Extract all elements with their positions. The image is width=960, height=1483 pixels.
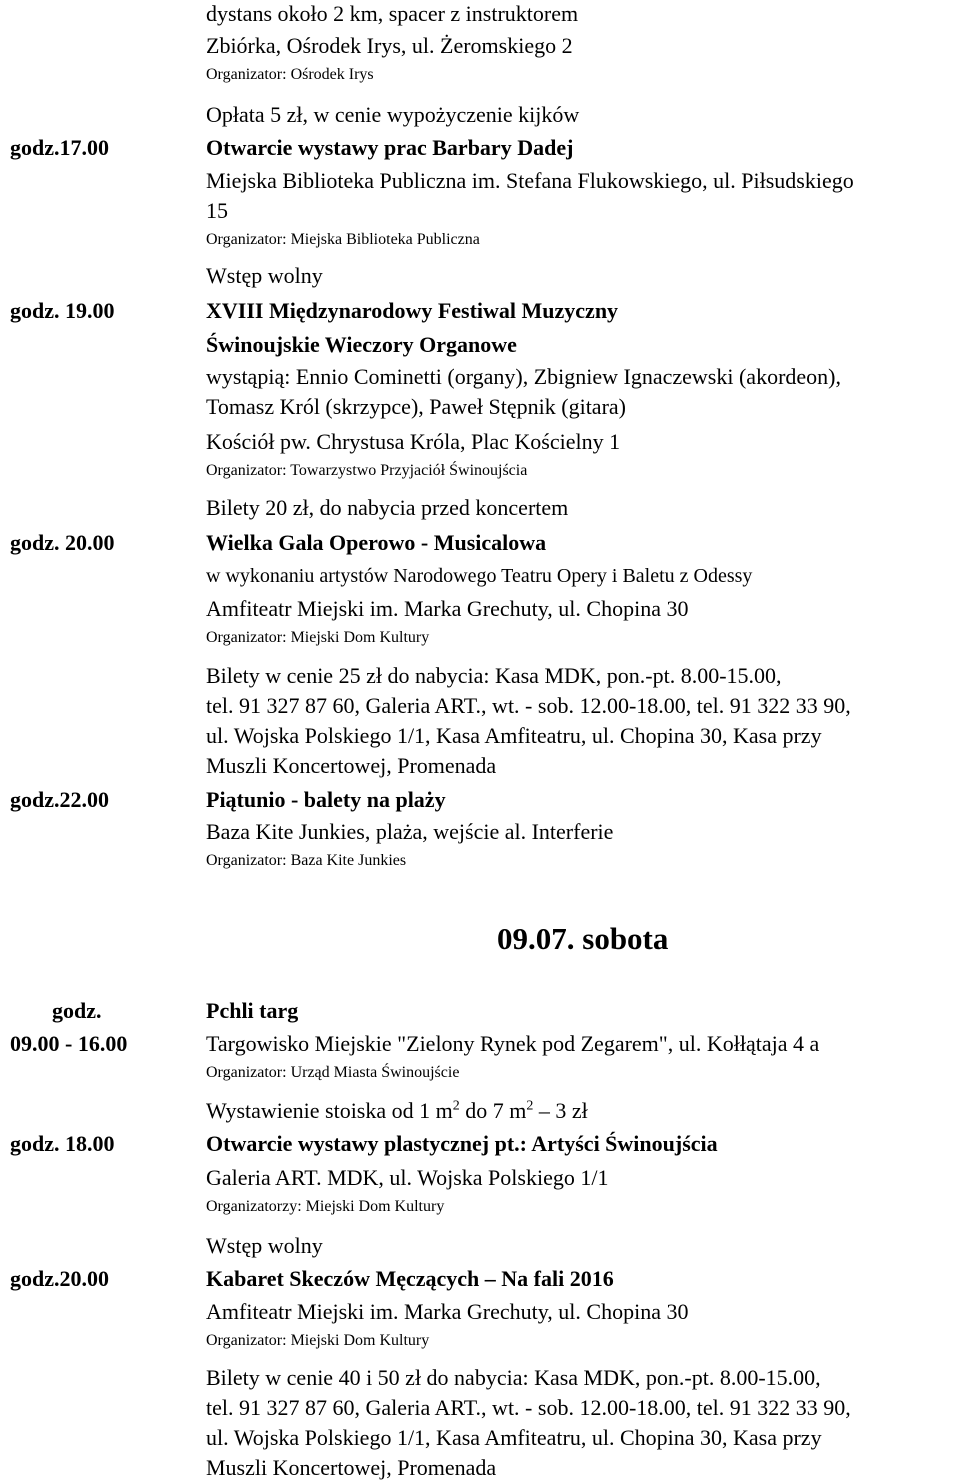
event-meeting-point: Zbiórka, Ośrodek Irys, ul. Żeromskiego 2 bbox=[206, 33, 573, 58]
event-time: godz. bbox=[52, 998, 102, 1023]
event-description: dystans około 2 km, spacer z instruktorem bbox=[206, 1, 579, 26]
event-place: Baza Kite Junkies, plaża, wejście al. Interferie bbox=[206, 819, 614, 844]
event-tickets-cont: ul. Wojska Polskiego 1/1, Kasa Amfiteatru, ul. Chopina 30, Kasa przy bbox=[206, 723, 822, 748]
event-fee: Opłata 5 zł, w cenie wypożyczenie kijków bbox=[206, 102, 580, 127]
event-title: Wielka Gala Operowo - Musicalowa bbox=[206, 530, 547, 555]
event-tickets-cont: ul. Wojska Polskiego 1/1, Kasa Amfiteatru, ul. Chopina 30, Kasa przy bbox=[206, 1425, 822, 1450]
event-time: godz. 20.00 bbox=[10, 530, 115, 555]
event-subtitle: Świnoujskie Wieczory Organowe bbox=[206, 332, 517, 357]
event-title: Kabaret Skeczów Męczących – Na fali 2016 bbox=[206, 1266, 614, 1291]
event-entry: Wstęp wolny bbox=[206, 263, 323, 288]
event-organizer: Organizator: Baza Kite Junkies bbox=[206, 852, 407, 869]
event-tickets: Bilety w cenie 40 i 50 zł do nabycia: Kasa MDK, pon.-pt. 8.00-15.00, bbox=[206, 1365, 821, 1390]
event-time: godz.20.00 bbox=[10, 1266, 109, 1291]
event-time: godz. 18.00 bbox=[10, 1131, 115, 1156]
event-title: XVIII Międzynarodowy Festiwal Muzyczny bbox=[206, 298, 619, 323]
event-organizer: Organizator: Miejska Biblioteka Publiczna bbox=[206, 231, 480, 248]
event-performers: w wykonaniu artystów Narodowego Teatru Opery i Baletu z Odessy bbox=[206, 565, 753, 587]
event-place: Galeria ART. MDK, ul. Wojska Polskiego 1/1 bbox=[206, 1165, 609, 1190]
event-title: Piątunio - balety na plaży bbox=[206, 787, 446, 812]
event-tickets: Bilety 20 zł, do nabycia przed koncertem bbox=[206, 495, 569, 520]
event-place: Miejska Biblioteka Publiczna im. Stefana Flukowskiego, ul. Piłsudskiego bbox=[206, 168, 854, 193]
event-title: Otwarcie wystawy plastycznej pt.: Artyści Świnoujścia bbox=[206, 1131, 718, 1156]
event-performers: wystąpią: Ennio Cominetti (organy), Zbigniew Ignaczewski (akordeon), bbox=[206, 364, 841, 389]
event-tickets: Bilety w cenie 25 zł do nabycia: Kasa MDK, pon.-pt. 8.00-15.00, bbox=[206, 663, 782, 688]
event-fee: Wystawienie stoiska od 1 $m^2$ do 7 $m^2 - 3$ zł bbox=[206, 1098, 588, 1123]
event-organizer: Organizator: Ośrodek Irys bbox=[206, 66, 374, 83]
event-time-range: 09.00 - 16.00 bbox=[10, 1031, 128, 1056]
event-tickets-cont: tel. 91 327 87 60, Galeria ART., wt. - sob. 12.00-18.00, tel. 91 322 33 90, bbox=[206, 1395, 851, 1420]
event-tickets-cont: Muszli Koncertowej, Promenada bbox=[206, 1455, 497, 1480]
event-organizer: Organizatorzy: Miejski Dom Kultury bbox=[206, 1198, 445, 1215]
event-organizer: Organizator: Urząd Miasta Świnoujście bbox=[206, 1064, 460, 1081]
event-organizer: Organizator: Miejski Dom Kultury bbox=[206, 629, 430, 646]
event-place: Kościół pw. Chrystusa Króla, Plac Kościelny 1 bbox=[206, 429, 621, 454]
event-organizer: Organizator: Towarzystwo Przyjaciół Świnoujścia bbox=[206, 462, 528, 479]
day-header: 09.07. sobota bbox=[497, 921, 669, 956]
event-time: godz.22.00 bbox=[10, 787, 109, 812]
event-tickets-cont: tel. 91 327 87 60, Galeria ART., wt. - sob. 12.00-18.00, tel. 91 322 33 90, bbox=[206, 693, 851, 718]
event-place: Targowisko Miejskie "Zielony Rynek pod Zegarem", ul. Kołłątaja 4 a bbox=[206, 1031, 820, 1056]
event-title: Otwarcie wystawy prac Barbary Dadej bbox=[206, 135, 574, 160]
event-time: godz. 19.00 bbox=[10, 298, 115, 323]
event-place: Amfiteatr Miejski im. Marka Grechuty, ul. Chopina 30 bbox=[206, 1299, 689, 1324]
event-time: godz.17.00 bbox=[10, 135, 109, 160]
event-place-cont: 15 bbox=[206, 198, 228, 223]
event-tickets-cont: Muszli Koncertowej, Promenada bbox=[206, 753, 497, 778]
event-title: Pchli targ bbox=[206, 998, 299, 1023]
event-entry: Wstęp wolny bbox=[206, 1233, 323, 1258]
event-organizer: Organizator: Miejski Dom Kultury bbox=[206, 1332, 430, 1349]
event-place: Amfiteatr Miejski im. Marka Grechuty, ul. Chopina 30 bbox=[206, 596, 689, 621]
event-performers-cont: Tomasz Król (skrzypce), Paweł Stępnik (gitara) bbox=[206, 394, 626, 419]
